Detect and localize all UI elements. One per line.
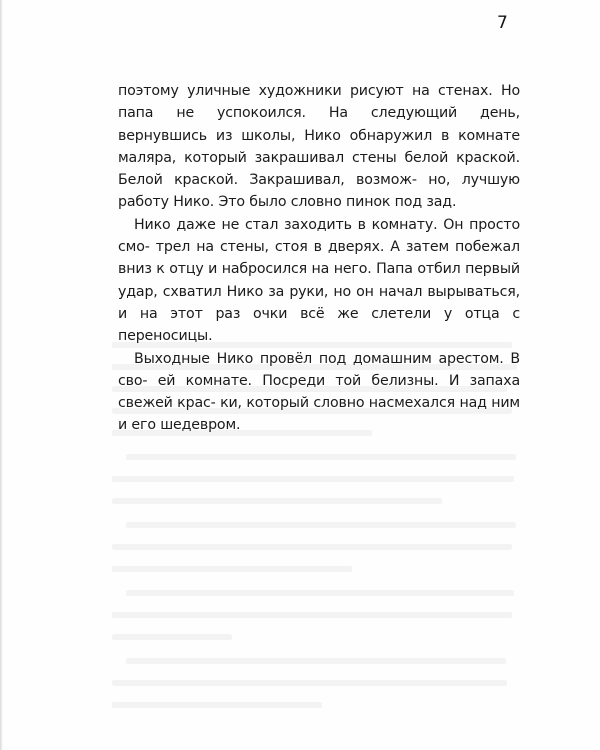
text-line: не успокоился. На следующий день, вернувшись из школы,: [118, 105, 520, 144]
text-line: Нико обнаружил в комнате маляра, который закрашивал: [118, 127, 520, 166]
text-line: трел на стены, стоя в дверях. А затем побежал вниз к отцу: [118, 239, 520, 278]
paragraph: [118, 80, 520, 214]
text-line: стены белой краской. Белой краской. Закрашивал, возмож-: [118, 149, 520, 189]
paragraph: [118, 214, 520, 348]
body-text: [118, 80, 520, 437]
text-line: поэтому уличные художники рисуют на стенах. Но папа: [118, 83, 520, 122]
text-line: Нико даже не стал заходить в комнату. Он просто смо-: [118, 216, 520, 256]
text-line: Выходные Нико провёл под домашним арестом. В сво-: [118, 350, 520, 389]
text-line: Нико за руки, но он начал вырываться, и на этот раз очки: [118, 283, 520, 322]
page-number: 7: [497, 13, 509, 33]
paragraph: [118, 348, 520, 437]
page-edge-shadow: [0, 0, 3, 750]
text-line: и набросился на него. Папа отбил первый удар, схватил: [118, 261, 520, 300]
text-line: ки, который словно насмехался над ним и его шедевром.: [118, 395, 520, 434]
text-line: ей комнате. Посреди той белизны. И запаха свежей крас-: [118, 372, 520, 412]
text-line: всё же слетели у отца с переносицы.: [118, 305, 520, 345]
text-line: но, лучшую работу Нико. Это было словно пинок под зад.: [118, 172, 520, 211]
